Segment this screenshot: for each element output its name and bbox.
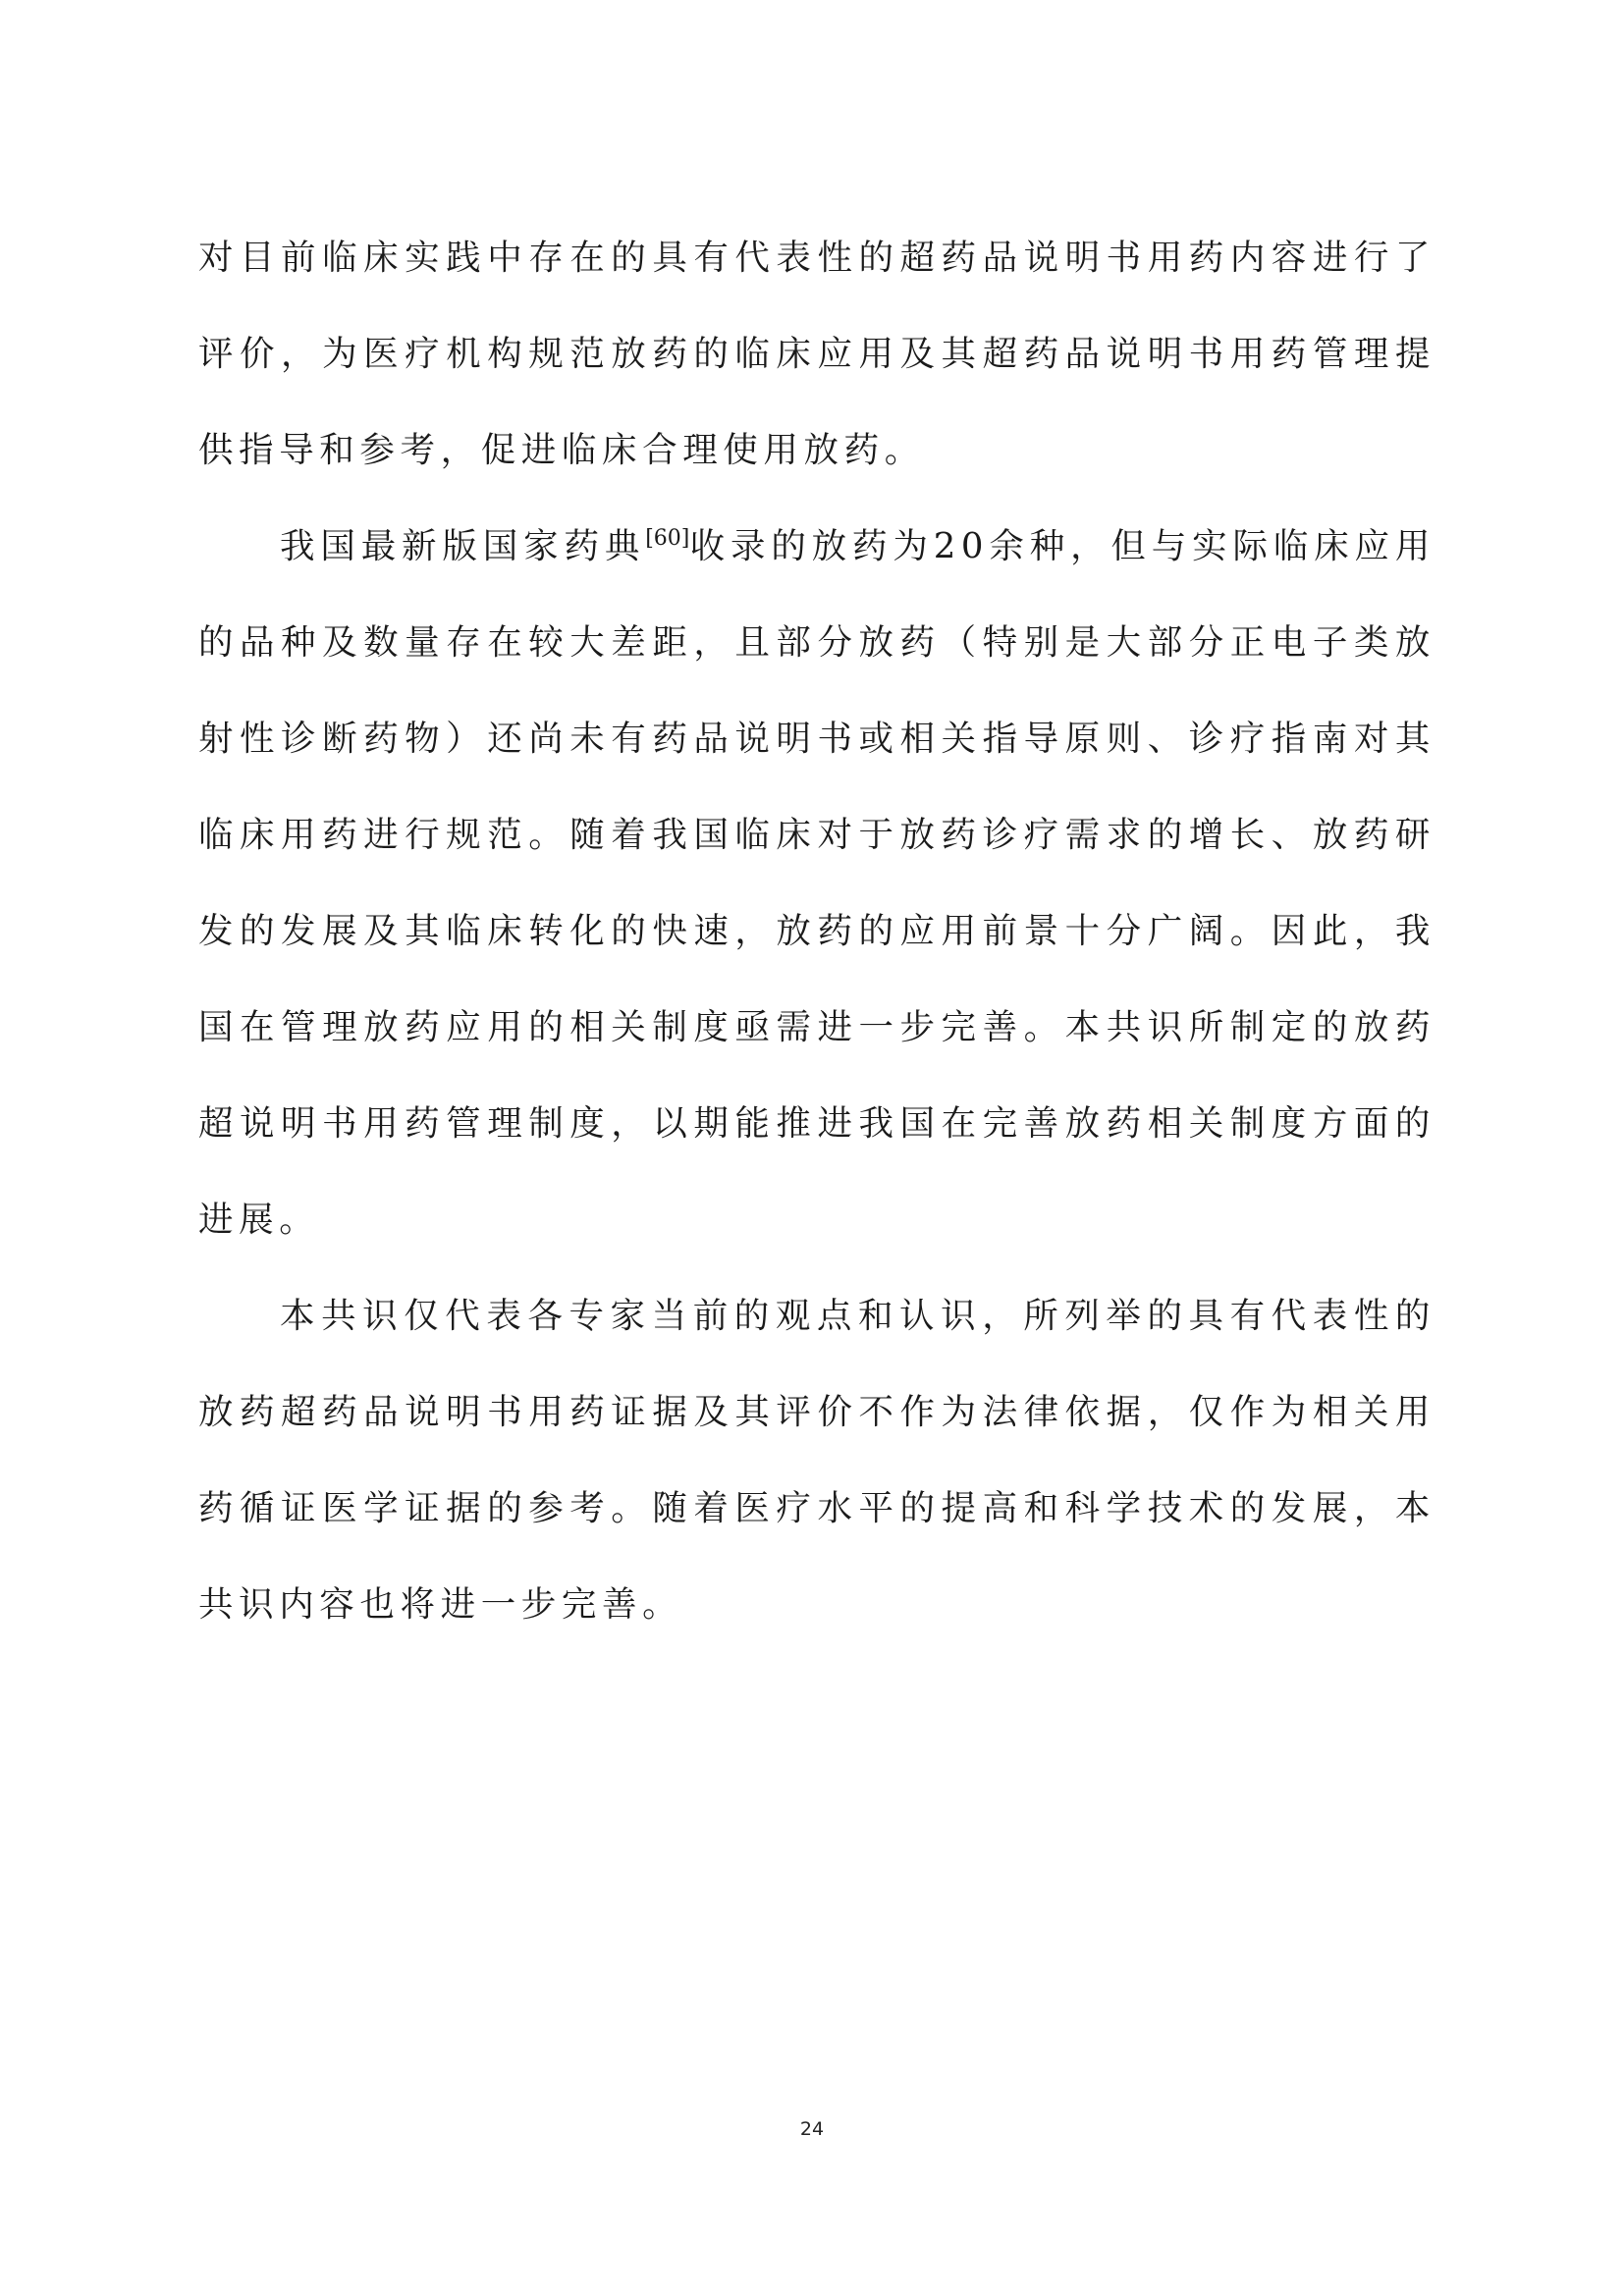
citation-reference: [60] — [645, 526, 690, 551]
document-body — [198, 210, 1435, 1653]
paragraph-disclaimer: 本共识仅代表各专家当前的观点和认识，所列举的具有代表性的放药超药品说明书用药证据及其评价不作为法律依据，仅作为相关用药循证医学证据的参考。随着医疗水平的提高和科学技术的发展，本共识内容也将进一步完善。 — [198, 1296, 1435, 1625]
paragraph-pharmacopoeia — [198, 499, 1435, 1268]
paragraph-text-before-ref: 我国最新版国家药典 — [280, 526, 646, 566]
paragraph-continuation: 对目前临床实践中存在的具有代表性的超药品说明书用药内容进行了评价，为医疗机构规范放药的临床应用及其超药品说明书用药管理提供指导和参考，促进临床合理使用放药。 — [198, 238, 1435, 470]
paragraph-text-after-ref: 收录的放药为20余种，但与实际临床应用的品种及数量存在较大差距，且部分放药（特别是大部分正电子类放射性诊断药物）还尚未有药品说明书或相关指导原则、诊疗指南对其临床用药进行规范。随着我国临床对于放药诊疗需求的增长、放药研发的发展及其临床转化的快速，放药的应用前景十分广阔。因此，我国在管理放药应用的相关制度亟需进一步完善。本共识所制定的放药超说明书用药管理制度，以期能推进我国在完善放药相关制度方面的进展。 — [198, 526, 1435, 1240]
page-number: 24 — [799, 2118, 825, 2140]
